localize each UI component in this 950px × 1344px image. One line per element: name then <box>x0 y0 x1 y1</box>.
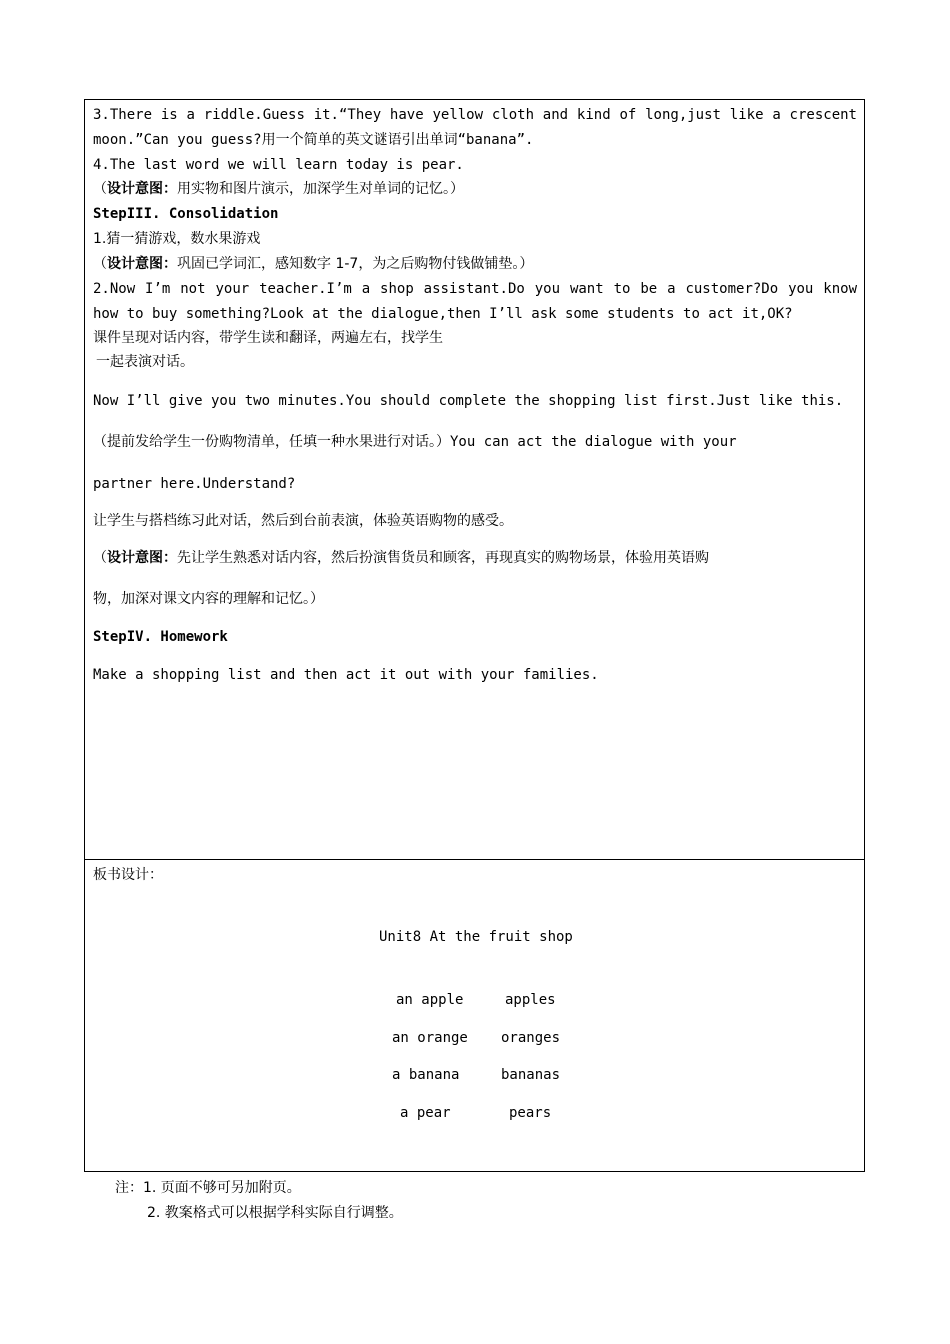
teaching-process-cell <box>85 100 864 860</box>
riddle-line: 3.There is a riddle.Guess it.“They have yellow cloth and kind of long,just like a crescent <box>93 107 857 123</box>
riddle-line-2: moon.”Can you guess?用一个简单的英文谜语引出单词“banana”. <box>93 132 534 148</box>
design-intent-3-cont: 物，加深对课文内容的理解和记忆。） <box>93 591 324 607</box>
partner-line: partner here.Understand? <box>93 476 296 492</box>
homework-line: Make a shopping list and then act it out with your families. <box>93 667 599 683</box>
shopping-list-line: （提前发给学生一份购物清单，任填一种水果进行对话。）You can act the dialogue with your <box>93 434 737 450</box>
board-plural: apples <box>505 992 556 1008</box>
step4-heading: StepIV. Homework <box>93 629 228 645</box>
game-line: 1.猜一猜游戏，数水果游戏 <box>93 231 261 247</box>
board-title: Unit8 At the fruit shop <box>379 929 573 945</box>
footnote-1: 注：1. 页面不够可另加附页。 <box>115 1180 301 1196</box>
dialogue-line: how to buy something?Look at the dialogue,then I’ll ask some students to act it,OK? <box>93 306 793 322</box>
lesson-table <box>84 99 865 1172</box>
board-plural: bananas <box>501 1067 561 1083</box>
board-plural: pears <box>509 1105 552 1121</box>
shop-assistant-line: 2.Now I’m not your teacher.I’m a shop assistant.Do you want to be a customer?Do you know <box>93 281 857 297</box>
pear-line: 4.The last word we will learn today is pear. <box>93 157 464 173</box>
board-plural: oranges <box>501 1030 561 1046</box>
board-singular: a pear <box>400 1105 451 1121</box>
act-line: 一起表演对话。 <box>96 354 194 370</box>
design-intent-2: （设计意图：巩固已学词汇，感知数字 1-7，为之后购物付钱做铺垫。） <box>93 256 534 272</box>
courseware-line: 课件呈现对话内容，带学生读和翻译，两遍左右，找学生 <box>93 330 443 346</box>
design-intent-3: （设计意图：先让学生熟悉对话内容，然后扮演售货员和顾客，再现真实的购物场景，体验用英语购 <box>93 550 709 566</box>
practice-line: 让学生与搭档练习此对话，然后到台前表演，体验英语购物的感受。 <box>93 513 513 529</box>
design-intent-1: （设计意图：用实物和图片演示，加深学生对单词的记忆。） <box>93 181 464 197</box>
board-singular: a banana <box>392 1067 460 1083</box>
board-design-label: 板书设计： <box>93 867 163 883</box>
footnote-2: 2. 教案格式可以根据学科实际自行调整。 <box>147 1205 403 1221</box>
board-design-cell <box>85 860 864 1173</box>
board-singular: an orange <box>392 1030 468 1046</box>
board-singular: an apple <box>396 992 464 1008</box>
step3-heading: StepIII. Consolidation <box>93 206 279 222</box>
two-minutes-line: Now I’ll give you two minutes.You should complete the shopping list first.Just like this. <box>93 393 844 409</box>
